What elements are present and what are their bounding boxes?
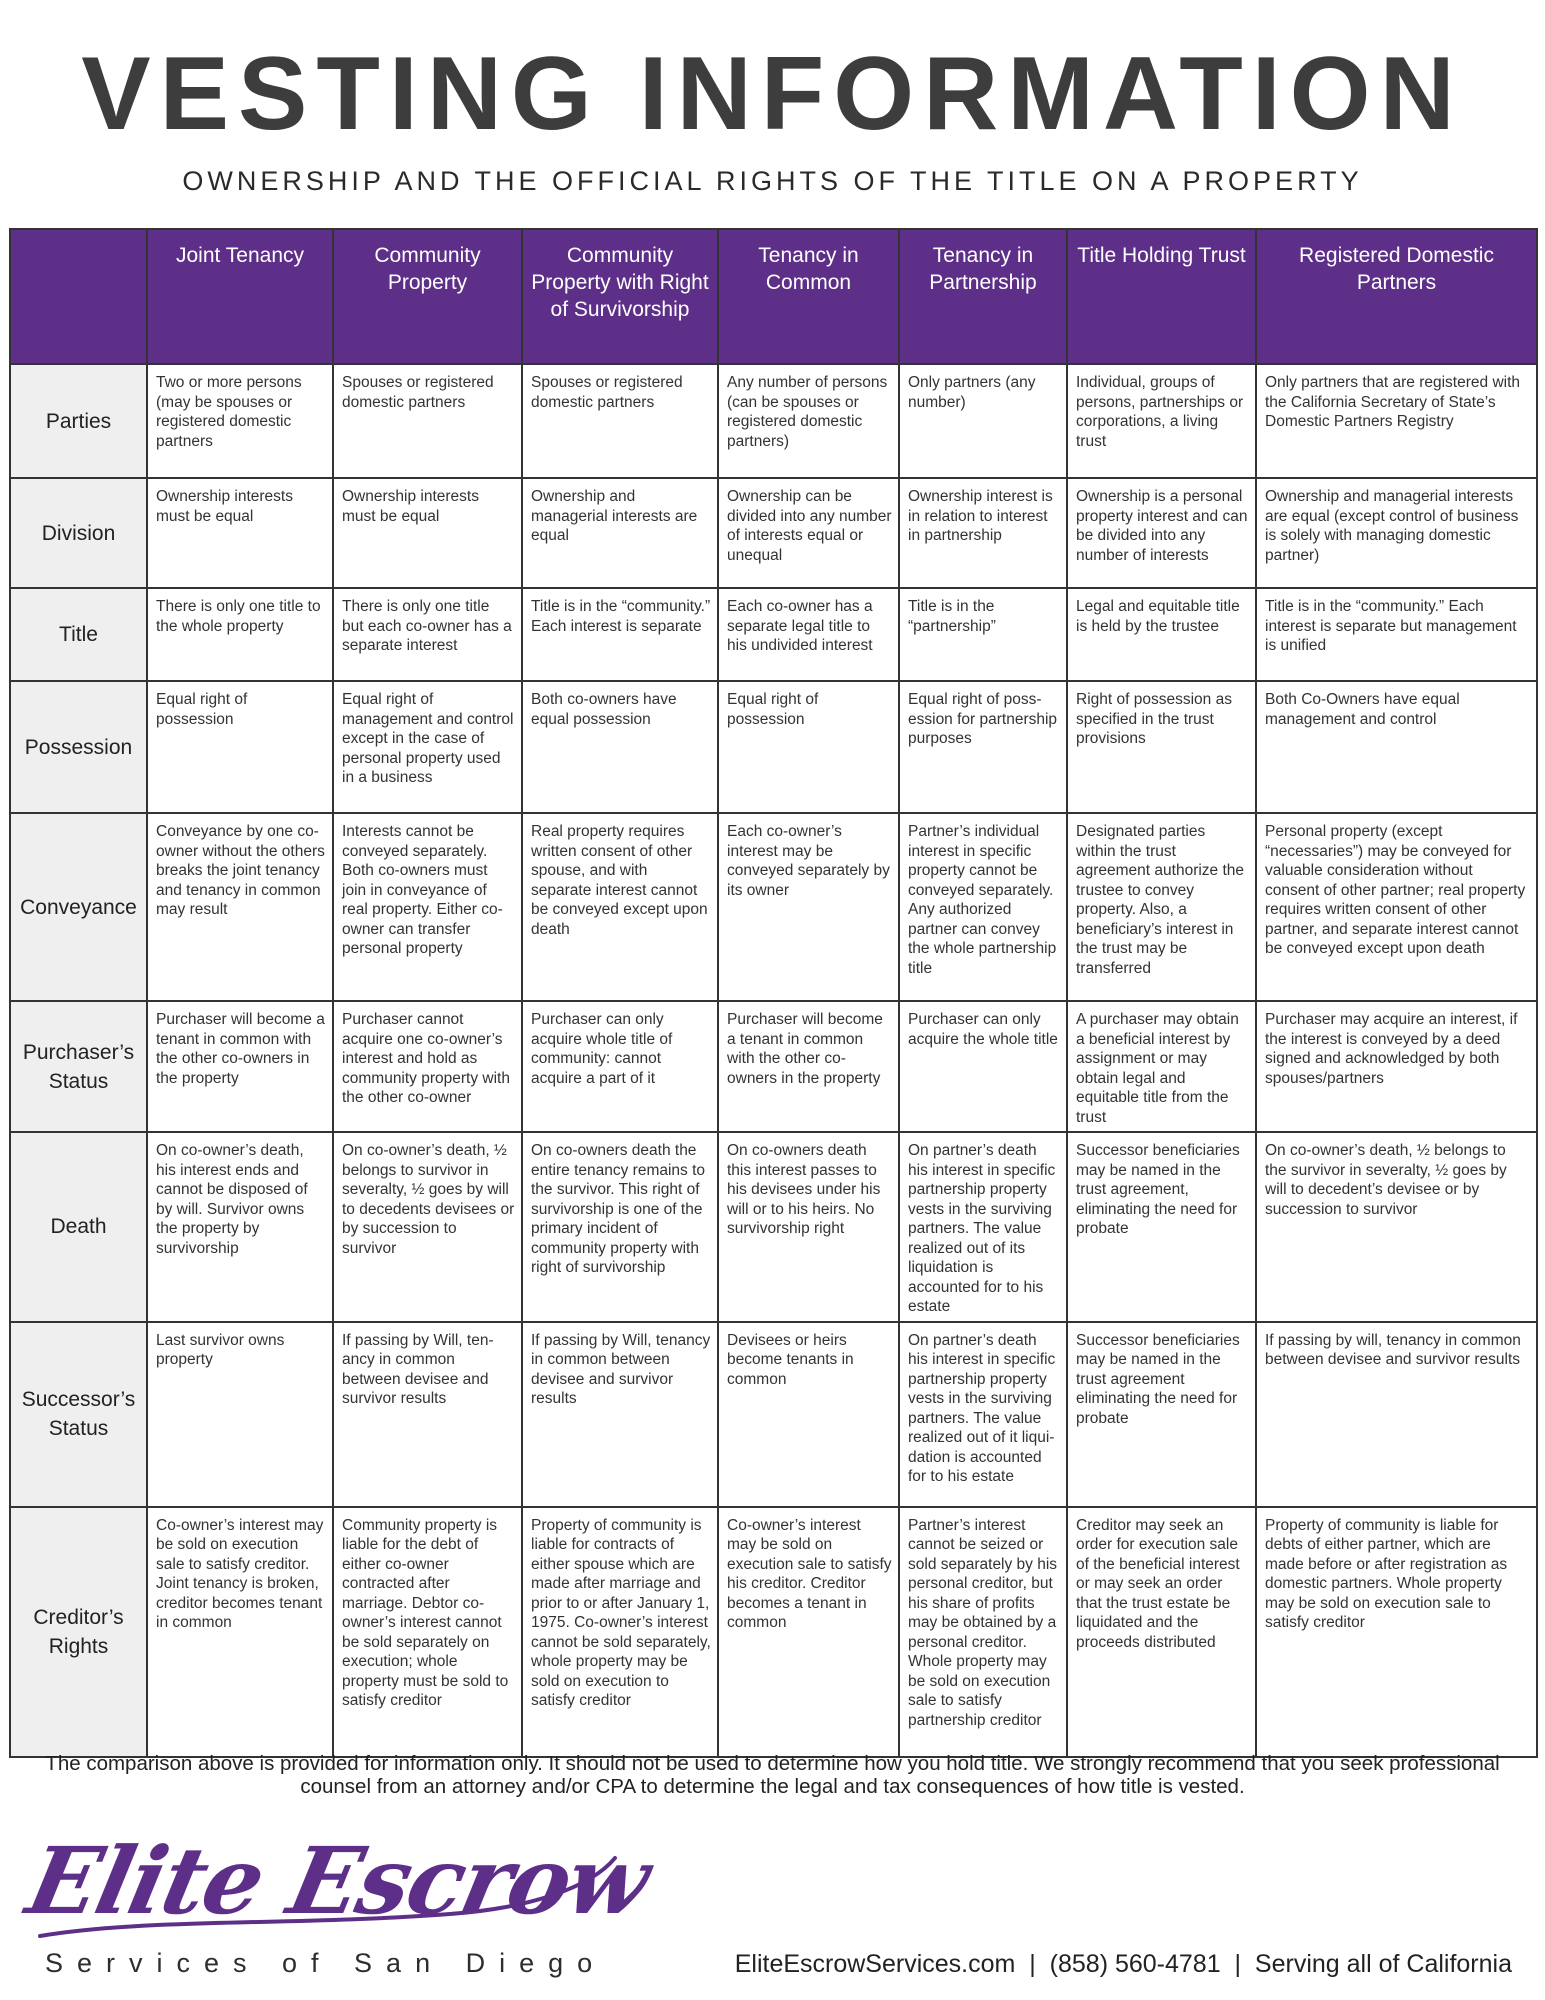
table-cell: Purchaser can only acquire the whole title: [899, 1001, 1067, 1132]
table-cell: Each co-owner has a separate legal title to his undivided interest: [718, 588, 899, 681]
table-cell: If passing by will, tenancy in common between devisee and survivor results: [1256, 1322, 1537, 1507]
table-row: [10, 1132, 1537, 1322]
page-title: VESTING INFORMATION: [81, 36, 1464, 152]
table-cell: Each co-owner’s interest may be conveyed separately by its owner: [718, 813, 899, 1001]
row-label: Creditor’s Rights: [10, 1507, 147, 1757]
table-cell: Property of community is liable for debts of either partner, which are made before or after registration as domestic partners. Whole property may be sold on execution sale to satisfy creditor: [1256, 1507, 1537, 1757]
table-row: [10, 1507, 1537, 1757]
table-row: [10, 1001, 1537, 1132]
table-cell: Title is in the “community.” Each interest is separate but management is unified: [1256, 588, 1537, 681]
table-cell: Equal right of poss-ession for partnership purposes: [899, 681, 1067, 813]
service-area: Serving all of California: [1254, 1950, 1512, 1978]
header-corner-cell: [10, 229, 147, 364]
table-cell: Interests cannot be conveyed separately. Both co-owners must join in conveyance of real property. Either co-owner can transfer personal property: [333, 813, 522, 1001]
table-cell: Devisees or heirs become tenants in common: [718, 1322, 899, 1507]
table-cell: On partner’s death his interest in specific partnership property vests in the surviving partners. The value realized out of it liqui-dation is accounted for to his estate: [899, 1322, 1067, 1507]
table-cell: Equal right of management and control except in the case of personal property used in a business: [333, 681, 522, 813]
company-logo: [18, 1818, 658, 1988]
row-label: Purchaser’s Status: [10, 1001, 147, 1132]
table-cell: On co-owners death this interest passes to his devisees under his will or to his heirs. No survivorship right: [718, 1132, 899, 1322]
column-header: Tenancy in Partnership: [899, 229, 1067, 364]
table-cell: On co-owner’s death, his interest ends and cannot be disposed of by will. Survivor owns the property by survivorship: [147, 1132, 333, 1322]
table-cell: Equal right of possession: [718, 681, 899, 813]
table-cell: Conveyance by one co-owner without the others breaks the joint tenancy and tenancy in common may result: [147, 813, 333, 1001]
table-cell: Any number of persons (can be spouses or registered domestic partners): [718, 364, 899, 478]
table-cell: Purchaser may acquire an interest, if the interest is conveyed by a deed signed and acknowledged by both spouses/partners: [1256, 1001, 1537, 1132]
table-cell: On co-owner’s death, ½ belongs to survivor in severalty, ½ goes by will to decedents devisees or by succession to survivor: [333, 1132, 522, 1322]
disclaimer-text: The comparison above is provided for information only. It should not be used to determine how you hold title. We strongly recommend that you seek professional counsel from an attorney and/or CPA to determine the legal and tax consequences of how title is vested.: [45, 1752, 1500, 1798]
table-cell: Spouses or registered domestic partners: [522, 364, 718, 478]
table-cell: On co-owner’s death, ½ belongs to the survivor in severalty, ½ goes by will to decedent’s devisee or by succession to survivor: [1256, 1132, 1537, 1322]
row-label: Successor’s Status: [10, 1322, 147, 1507]
contact-line: [650, 1950, 1512, 1979]
table-cell: Ownership interests must be equal: [333, 478, 522, 588]
website-link[interactable]: EliteEscrowServices.com: [734, 1950, 1016, 1978]
table-cell: Individual, groups of persons, partnerships or corporations, a living trust: [1067, 364, 1256, 478]
table-cell: Property of community is liable for contracts of either spouse which are made after marriage and prior to or after January 1, 1975. Co-owner’s interest cannot be sold separately, whole property may be sold on execution to satisfy creditor: [522, 1507, 718, 1757]
table-cell: Both Co-Owners have equal management and control: [1256, 681, 1537, 813]
table-cell: If passing by Will, tenancy in common between devisee and survivor results: [522, 1322, 718, 1507]
row-label: Possession: [10, 681, 147, 813]
column-header: Community Property: [333, 229, 522, 364]
table-cell: Personal property (except “necessaries”) may be conveyed for valuable consideration without consent of other partner; real property requires written consent of other partner, and separate interest cannot be conveyed except upon death: [1256, 813, 1537, 1001]
table-cell: Co-owner’s interest may be sold on execution sale to satisfy creditor. Joint tenancy is broken, creditor becomes tenant in common: [147, 1507, 333, 1757]
page-subtitle: OWNERSHIP AND THE OFFICIAL RIGHTS OF THE TITLE ON A PROPERTY: [182, 166, 1363, 196]
table-cell: Successor beneficiaries may be named in the trust agreement, eliminating the need for probate: [1067, 1132, 1256, 1322]
table-cell: Purchaser can only acquire whole title of community: cannot acquire a part of it: [522, 1001, 718, 1132]
table-cell: Title is in the “community.” Each interest is separate: [522, 588, 718, 681]
table-cell: Purchaser cannot acquire one co-owner’s interest and hold as community property with the other co-owner: [333, 1001, 522, 1132]
table-cell: Ownership is a personal property interest and can be divided into any number of interests: [1067, 478, 1256, 588]
table-cell: Partner’s interest cannot be seized or sold separately by his personal creditor, but his share of profits may be obtained by a personal creditor. Whole property may be sold on execution sale to satisfy partnership creditor: [899, 1507, 1067, 1757]
table-cell: Partner’s individual interest in specific property cannot be conveyed separately. Any authorized partner can convey the whole partnership title: [899, 813, 1067, 1001]
table-cell: Ownership and managerial interests are equal (except control of business is solely with managing domestic partner): [1256, 478, 1537, 588]
table-cell: Creditor may seek an order for execution sale of the beneficial interest or may seek an order that the trust estate be liquidated and the proceeds distributed: [1067, 1507, 1256, 1757]
vesting-table: [9, 228, 1538, 1758]
table-cell: Ownership interest is in relation to interest in partnership: [899, 478, 1067, 588]
table-cell: Both co-owners have equal possession: [522, 681, 718, 813]
table-cell: Legal and equitable title is held by the trustee: [1067, 588, 1256, 681]
table-cell: Successor beneficiaries may be named in the trust agreement eliminating the need for probate: [1067, 1322, 1256, 1507]
table-cell: Only partners that are registered with the California Secretary of State’s Domestic Partners Registry: [1256, 364, 1537, 478]
column-header: Joint Tenancy: [147, 229, 333, 364]
column-header: Title Holding Trust: [1067, 229, 1256, 364]
table-cell: There is only one title to the whole property: [147, 588, 333, 681]
row-label: Death: [10, 1132, 147, 1322]
table-cell: Title is in the “partnership”: [899, 588, 1067, 681]
table-cell: Last survivor owns property: [147, 1322, 333, 1507]
separator: |: [1227, 1950, 1248, 1978]
table-cell: Equal right of possession: [147, 681, 333, 813]
table-cell: Spouses or registered domestic partners: [333, 364, 522, 478]
table-cell: Co-owner’s interest may be sold on execution sale to satisfy his creditor. Creditor becomes a tenant in common: [718, 1507, 899, 1757]
table-cell: A purchaser may obtain a beneficial interest by assignment or may obtain legal and equitable title from the trust: [1067, 1001, 1256, 1132]
row-label: Conveyance: [10, 813, 147, 1001]
column-header: Community Property with Right of Survivorship: [522, 229, 718, 364]
table-cell: Ownership and managerial interests are equal: [522, 478, 718, 588]
table-row: [10, 1322, 1537, 1507]
table-cell: Ownership can be divided into any number of interests equal or unequal: [718, 478, 899, 588]
table-cell: There is only one title but each co-owner has a separate interest: [333, 588, 522, 681]
table-cell: Real property requires written consent of other spouse, and with separate interest cannot be conveyed except upon death: [522, 813, 718, 1001]
table-cell: Community property is liable for the debt of either co-owner contracted after marriage. Debtor co-owner’s interest cannot be sold separately on execution; whole property must be sold to satisfy creditor: [333, 1507, 522, 1757]
row-label: Division: [10, 478, 147, 588]
row-label: Title: [10, 588, 147, 681]
table-cell: On partner’s death his interest in specific partnership property vests in the surviving partners. The value realized out of its liquidation is accounted for to his estate: [899, 1132, 1067, 1322]
table-cell: If passing by Will, ten-ancy in common between devisee and survivor results: [333, 1322, 522, 1507]
table-cell: Right of possession as specified in the trust provisions: [1067, 681, 1256, 813]
table-cell: Designated parties within the trust agreement authorize the trustee to convey property. Also, a beneficiary’s interest in the trust may be transferred: [1067, 813, 1256, 1001]
table-cell: Ownership interests must be equal: [147, 478, 333, 588]
table-row: [10, 588, 1537, 681]
table-header-row: [10, 229, 1537, 364]
table-cell: Purchaser will become a tenant in common with the other co-owners in the property: [147, 1001, 333, 1132]
table-row: [10, 813, 1537, 1001]
table-row: [10, 681, 1537, 813]
logo-wordmark: Elite Escrow: [18, 1827, 658, 1935]
table-cell: Only partners (any number): [899, 364, 1067, 478]
column-header: Registered Domestic Partners: [1256, 229, 1537, 364]
table-cell: Two or more persons (may be spouses or registered domestic partners: [147, 364, 333, 478]
column-header: Tenancy in Common: [718, 229, 899, 364]
table-cell: On co-owners death the entire tenancy remains to the survivor. This right of survivorship is one of the primary incident of community property with right of survivorship: [522, 1132, 718, 1322]
table-row: [10, 364, 1537, 478]
phone-number[interactable]: (858) 560-4781: [1049, 1950, 1221, 1978]
table-row: [10, 478, 1537, 588]
table-cell: Purchaser will become a tenant in common with the other co-owners in the property: [718, 1001, 899, 1132]
logo-tagline: Services of San Diego: [45, 1948, 607, 1978]
row-label: Parties: [10, 364, 147, 478]
separator: |: [1022, 1950, 1043, 1978]
